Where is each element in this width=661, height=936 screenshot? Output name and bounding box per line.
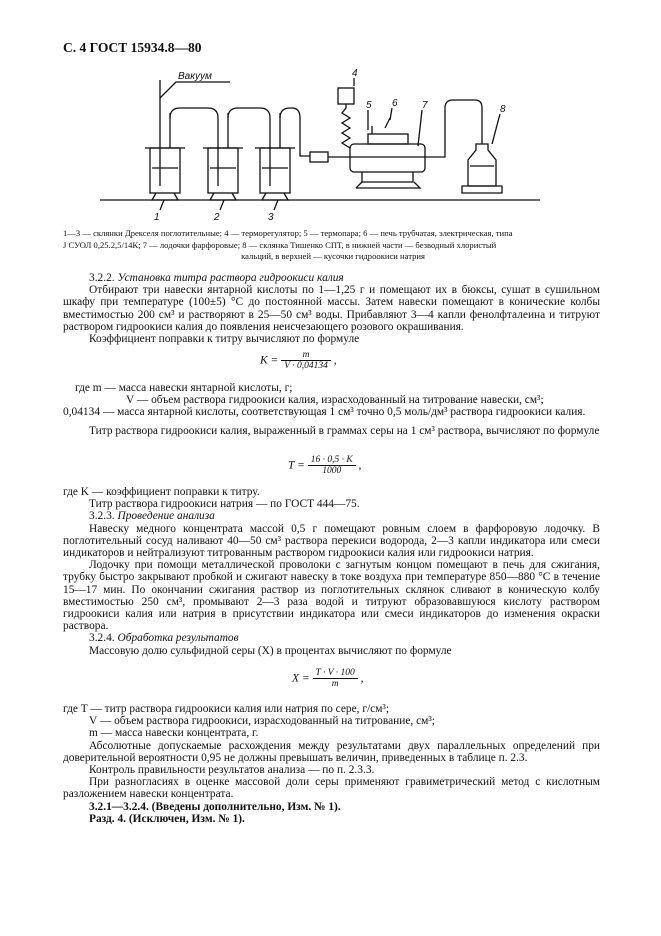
tube-furnace-tishchenko bbox=[430, 100, 482, 157]
vacuum-label: Вакуум bbox=[178, 71, 212, 82]
tube-furnace bbox=[350, 118, 430, 188]
tube-3-furnace bbox=[280, 108, 310, 156]
flask-number-1: 1 bbox=[154, 212, 160, 223]
section-3-2-2 bbox=[63, 272, 600, 345]
caption-line-3: кальций, в верхней — кусочки гидроокиси натрия bbox=[241, 251, 425, 261]
section-heading: 3.2.3. Проведение анализа bbox=[89, 510, 215, 523]
callout-5: 5 bbox=[366, 100, 372, 111]
figure-caption bbox=[63, 228, 603, 263]
section-heading: 3.2.2. Установка титра раствора гидроокиси калия bbox=[89, 272, 344, 284]
amendment-note: Разд. 4. (Исключен, Изм. № 1). bbox=[89, 812, 245, 825]
flask-1 bbox=[145, 113, 185, 200]
section-3-2-2-end: где K — коэффициент поправки к титру. Титр раствора гидроокиси натрия — по ГОСТ 444—75. 3.2.3. Проведение анализа Навеску медного концентрата массой 0,5 г помещают ровным слоем в фарфоровую лодочку. В поглотительный сосуд наливают 40—50 см³ раствора перекиси водорода, 2—3 капли индикатора или смеси индикаторов и нейтрализуют титрованным раствором гидроокиси калия или гидроокиси натрия. Лодочку при помощи металлической проволоки с загнутым концом помещают в печь для сжигания, трубку быстро закрывают пробкой и сжигают навеску в токе воздуха при температуре 850—880 °С в течение 15—17 мин. По окончании сжигания раствор из поглотительных склянок сливают в коническую колбу вместимостью 250 см³, промывают 2—3 раза водой и титруют образовавшуюся кислоту раствором гидроокиси калия или натрия в присутствии индикатора или смеси индикаторов до изменения окраски раствора. 3.2.4. Обработка результатов Массовую долю сульфидной серы (X) в процентах вычисляют по формуле bbox=[63, 486, 600, 657]
vacuum-pointer bbox=[160, 82, 230, 98]
callout-8: 8 bbox=[500, 104, 506, 115]
tishchenko-flask bbox=[462, 144, 502, 193]
apparatus-diagram bbox=[100, 68, 540, 223]
paragraph: Навеску медного концентрата массой 0,5 г помещают ровным слоем в фарфоровую лодочку. В поглотительный сосуд наливают 40—50 см³ раствора перекиси водорода, 2—3 капли индикатора или смеси индикаторов и нейтрализуют титрованным раствором гидроокиси калия или гидроокиси натрия. bbox=[63, 522, 600, 560]
callout-6: 6 bbox=[392, 98, 398, 109]
tube-1-2 bbox=[170, 108, 218, 133]
thermoregulator bbox=[338, 88, 354, 104]
caption-line-2: J СУОЛ 0,25.2,5/14К; 7 — лодочки фарфоровые; 8 — склянка Тишенко СПТ, в нижней части — безводный хлористый bbox=[63, 239, 497, 250]
flask-number-2: 2 bbox=[214, 212, 220, 223]
flask-3 bbox=[255, 113, 295, 200]
callout-7: 7 bbox=[422, 100, 428, 111]
paragraph: Коэффициент поправки к титру вычисляют по формуле bbox=[89, 333, 360, 346]
amendment-note: 3.2.1—3.2.4. (Введены дополнительно, Изм. № 1). bbox=[89, 800, 341, 813]
connector bbox=[310, 152, 328, 162]
where-block-1: где m — масса навески янтарной кислоты, г; V — объем раствора гидроокиси калия, израсходованный на титрование навески, см³; 0,04134 — масса янтарной кислоты, соответствующая 1 см³ точно 0,5 моль/дм³ раствора гидроокиси калия. Титр раствора гидроокиси калия, выраженный в граммах серы на 1 см³ раствора, вычисляют по формуле bbox=[63, 382, 600, 437]
flask-2 bbox=[203, 113, 243, 200]
flask-number-3: 3 bbox=[268, 212, 274, 223]
callout-4: 4 bbox=[352, 68, 358, 79]
formula-k: K = $\frac{m}{V \cdot 0,04134}$ , bbox=[260, 350, 337, 371]
page-header: С. 4 ГОСТ 15934.8—80 bbox=[63, 40, 202, 55]
paragraph: Отбирают три навески янтарной кислоты по 1—1,25 г и помещают их в бюксы, сушат в сушильном шкафу при температуре (100±5) °С до постоянной массы. Затем навески помещают в конические колбы вместимостью 200 см³ и растворяют в 25—50 см³ воды. Прибавляют 3—4 капли фенолфталеина и титруют раствором гидроокиси калия до появления неисчезающего розового окрашивания. bbox=[63, 284, 600, 333]
caption-line-1: 1—3 — склянки Дрекселя поглотительные; 4 — терморегулятор; 5 — термопара; 6 — печь трубчатая, электрическая, типа bbox=[63, 228, 513, 238]
paragraph: Лодочку при помощи металлической проволоки с загнутым концом помещают в печь для сжигания, трубку быстро закрывают пробкой и сжигают навеску в токе воздуха при температуре 850—880 °С в течение 15—17 мин. По окончании сжигания раствор из поглотительных склянок сливают в коническую колбу вместимостью 250 см³, промывают 2—3 раза водой и титруют образовавшуюся кислоту раствором гидроокиси калия или натрия в присутствии индикатора или смеси индикаторов до изменения окраски раствора. bbox=[63, 559, 600, 633]
section-3-2-4-end: где T — титр раствора гидроокиси калия или натрия по сере, г/см³; V — объем раствора гидроокиси, израсходованный на титрование, см³; m — масса навески концентрата, г. Абсолютные допускаемые расхождения между результатами двух параллельных определений при доверительной вероятности 0,95 не должны превышать величин, приведенных в таблице п. 2.3. Контроль правильности результатов анализа — по п. 2.3.3. При разногласиях в оценке массовой доли серы применяют гравиметрический метод с кислотным разложением навески концентрата. 3.2.1—3.2.4. (Введены дополнительно, Изм. № 1). Разд. 4. (Исключен, Изм. № 1). bbox=[63, 703, 600, 825]
tube-2-3 bbox=[228, 108, 270, 133]
section-heading: 3.2.4. Обработка результатов bbox=[89, 632, 239, 645]
paragraph: Массовую долю сульфидной серы (X) в процентах вычисляют по формуле bbox=[89, 644, 452, 657]
formula-x: X = $\frac{T \cdot V \cdot 100}{m}$ , bbox=[292, 668, 364, 689]
formula-t: T = $\frac{16 \cdot 0,5 \cdot K}{1000}$ , bbox=[288, 455, 362, 476]
